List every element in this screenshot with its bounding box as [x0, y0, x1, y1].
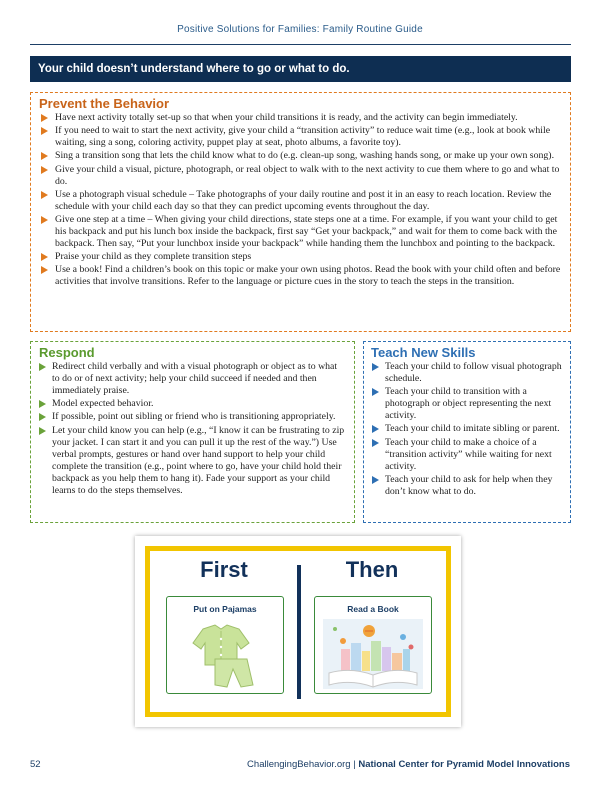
- footer-attribution: [247, 759, 570, 770]
- respond-section: [30, 341, 355, 523]
- pop-up-book-icon: [323, 619, 423, 689]
- list-item: [372, 437, 564, 473]
- then-column: [298, 551, 446, 712]
- list-item-text: Teach your child to transition with a photograph or object representing the next activity.: [385, 386, 552, 422]
- first-then-card: [135, 536, 461, 727]
- page-number: 52: [30, 759, 41, 770]
- bullet-arrow-icon: [41, 191, 48, 199]
- list-item: [41, 112, 564, 124]
- footer-separator: |: [353, 759, 356, 770]
- list-item: [39, 411, 346, 423]
- then-activity-label: Read a Book: [347, 604, 399, 614]
- prevent-title: Prevent the Behavior: [39, 96, 170, 111]
- list-item-text: Let your child know you can help (e.g., “I know it can be frustrating to zip your jacket. I can start it and you can pull it up the rest of the way.”) Use verbal prompts, gestures or hand over hand support to help your child complete the transition (e.g., point where to go, have your child hold their backpack as you help them to hang it). Fade your support as your child learns to do the steps themselves.: [52, 424, 345, 496]
- header-divider: [30, 44, 571, 45]
- list-item: [41, 164, 564, 188]
- teach-title: Teach New Skills: [371, 345, 476, 360]
- bullet-arrow-icon: [372, 388, 379, 396]
- page-header-title: Positive Solutions for Families: Family Routine Guide: [177, 24, 423, 35]
- bullet-arrow-icon: [39, 427, 46, 435]
- teach-section: [363, 341, 571, 523]
- list-item: [41, 251, 564, 263]
- bullet-arrow-icon: [41, 216, 48, 224]
- list-item-text: Teach your child to imitate sibling or parent.: [385, 423, 560, 435]
- bullet-arrow-icon: [39, 413, 46, 421]
- bullet-arrow-icon: [41, 127, 48, 135]
- list-item: [372, 423, 564, 435]
- first-column: [150, 551, 298, 712]
- list-item: [372, 361, 564, 385]
- list-item: [41, 150, 564, 162]
- bullet-arrow-icon: [41, 166, 48, 174]
- bullet-arrow-icon: [372, 363, 379, 371]
- list-item: [41, 189, 564, 213]
- respond-list: [39, 361, 346, 497]
- bullet-arrow-icon: [41, 114, 48, 122]
- list-item-text: Model expected behavior.: [52, 398, 154, 410]
- list-item: [39, 425, 346, 497]
- bullet-arrow-icon: [41, 266, 48, 274]
- bullet-arrow-icon: [372, 425, 379, 433]
- then-heading: Then: [345, 557, 399, 582]
- respond-title: Respond: [39, 345, 95, 360]
- list-item-text: Sing a transition song that lets the child know what to do (e.g. clean-up song, washing hands song, or make up your own song).: [55, 150, 555, 162]
- list-item: [39, 361, 346, 397]
- list-item-text: Use a book! Find a children’s book on this topic or make your own using photos. Read the book with your child often and before activities that involve transitions. Refer to the language or picture cues in the story to teach the steps in the transition.: [55, 264, 561, 288]
- prevent-section: [30, 92, 571, 332]
- list-item-text: Teach your child to ask for help when they don’t know what to do.: [385, 473, 553, 497]
- bullet-arrow-icon: [372, 439, 379, 447]
- bullet-arrow-icon: [39, 400, 46, 408]
- list-item-text: Teach your child to follow visual photograph schedule.: [385, 361, 562, 384]
- first-then-frame: [145, 546, 451, 717]
- list-item: [41, 264, 564, 288]
- list-item-text: Redirect child verbally and with a visual photograph or object as to what to do or of next activity; help your child succeed if needed and then immediately praise.: [52, 361, 338, 396]
- list-item-text: Use a photograph visual schedule – Take photographs of your daily routine and post it in an easy to reach location. Review the schedule with your child each day so that they can predict upcoming events throughout the day.: [55, 188, 552, 212]
- list-item-text: Teach your child to make a choice of a “transition activity” while waiting for next activity.: [385, 436, 552, 472]
- bullet-arrow-icon: [39, 363, 46, 371]
- list-item: [41, 125, 564, 149]
- then-panel: [314, 596, 432, 694]
- prevent-list: [41, 112, 564, 288]
- first-heading: First: [200, 557, 248, 582]
- list-item-text: Have next activity totally set-up so that when your child transitions it is ready, and the activity can begin immediately.: [55, 112, 518, 123]
- scenario-banner: Your child doesn’t understand where to go or what to do.: [30, 56, 571, 82]
- footer-org: National Center for Pyramid Model Innovations: [358, 759, 570, 770]
- list-item-text: Praise your child as they complete transition steps: [55, 251, 252, 263]
- list-item: [372, 474, 564, 498]
- bullet-arrow-icon: [41, 253, 48, 261]
- footer-site: ChallengingBehavior.org: [247, 759, 351, 770]
- first-activity-label: Put on Pajamas: [193, 604, 257, 614]
- list-item-text: If you need to wait to start the next activity, give your child a “transition activity” to reduce wait time (e.g., look at book while waiting, sing a song, coloring activity, puppet play at seat, photo albums, a favorite toy).: [55, 125, 551, 149]
- list-item: [372, 386, 564, 422]
- list-item-text: Give your child a visual, picture, photograph, or real object to walk with to the next activity to cue them where to go and what to do.: [55, 163, 560, 187]
- bullet-arrow-icon: [41, 152, 48, 160]
- list-item: [39, 398, 346, 410]
- list-item-text: Give one step at a time – When giving your child directions, state steps one at a time. For example, if you want your child to get his backpack and put his lunch box inside the backpack, first say “Get your backpack,” and wait for them to come back with the backpack. Then say, “Put your lunchbox inside your backpack” while handing them the lunchbox and pointing to the backpack.: [55, 213, 558, 249]
- first-panel: [166, 596, 284, 694]
- pajamas-icon: [175, 619, 275, 689]
- list-item: [41, 214, 564, 250]
- teach-list: [372, 361, 564, 498]
- bullet-arrow-icon: [372, 476, 379, 484]
- list-item-text: If possible, point out sibling or friend who is transitioning appropriately.: [52, 411, 336, 423]
